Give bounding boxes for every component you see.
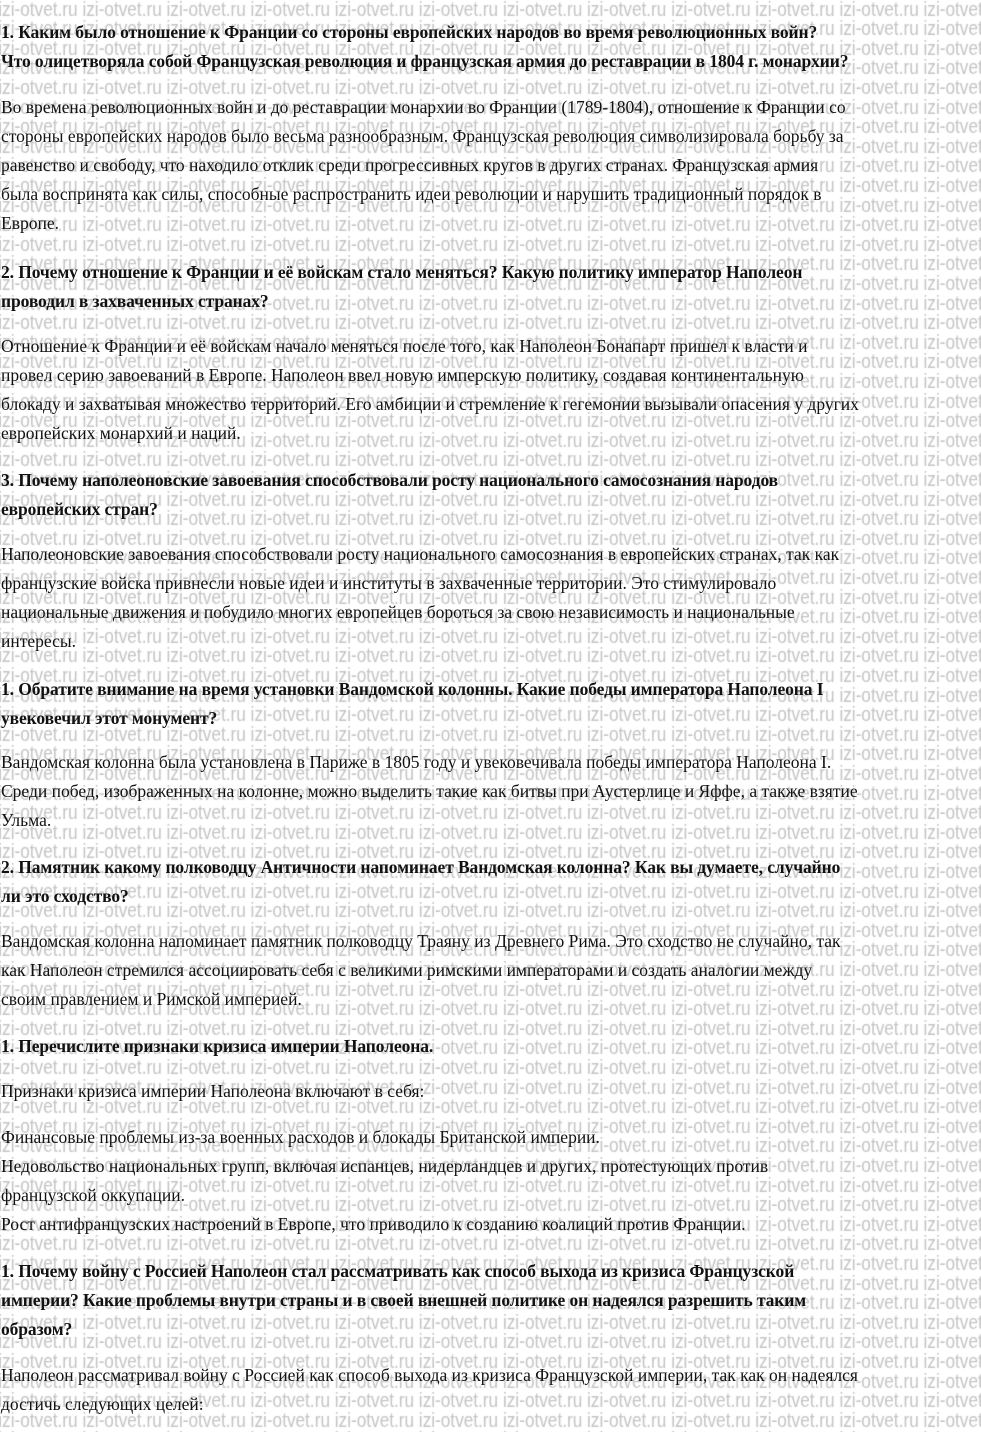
- text-line: Отношение к Франции и её войскам начало меняться после того, как Наполеон Бонапарт пришел к власти и: [1, 336, 808, 356]
- text-line: достичь следующих целей:: [1, 1394, 204, 1414]
- question-heading: [1, 853, 840, 911]
- text-line: стороны европейских народов было весьма разнообразным. Французская революция символизировала борьбу за: [1, 126, 844, 146]
- question-heading: [1, 1257, 806, 1344]
- question-heading: [1, 258, 802, 316]
- text-line: интересы.: [1, 631, 76, 651]
- answer-paragraph: [1, 1123, 768, 1239]
- text-line: Во времена революционных войн и до реставрации монархии во Франции (1789-1804), отношение к Франции со: [1, 97, 846, 117]
- answer-paragraph: [1, 927, 840, 1014]
- text-line: 1. Обратите внимание на время установки Вандомской колонны. Какие победы императора Наполеона I: [1, 679, 824, 699]
- answer-paragraph: [1, 1361, 858, 1419]
- text-line: 3. Почему наполеоновские завоевания способствовали росту национального самосознания народов: [1, 470, 779, 490]
- text-line: своим правлением и Римской империей.: [1, 989, 302, 1009]
- text-line: 1. Почему войну с Россией Наполеон стал рассматривать как способ выхода из кризиса Французской: [1, 1261, 795, 1281]
- question-heading: [1, 466, 778, 524]
- answer-paragraph: [1, 332, 859, 448]
- text-line: равенство и свободу, что находило отклик среди прогрессивных кругов в других странах. Французская армия: [1, 155, 819, 175]
- question-heading: [1, 675, 823, 733]
- text-line: Финансовые проблемы из-за военных расходов и блокады Британской империи.: [1, 1127, 600, 1147]
- text-line: провел серию завоеваний в Европе. Наполеон ввел новую имперскую политику, создавая континентальную: [1, 365, 804, 385]
- text-line: проводил в захваченных странах?: [1, 291, 269, 311]
- text-line: как Наполеон стремился ассоциировать себя с великими римскими императорами и создать аналогии между: [1, 960, 813, 980]
- answer-paragraph: [1, 1077, 424, 1106]
- text-line: была воспринята как силы, способные распространить идеи революции и нарушить традиционный порядок в: [1, 184, 822, 204]
- text-line: Наполеон рассматривал войну с Россией как способ выхода из кризиса Французской империи, так как он надеялся: [1, 1365, 858, 1385]
- text-line: европейских монархий и наций.: [1, 423, 241, 443]
- text-line: Что олицетворяла собой Французская революция и французская армия до реставрации в 1804 г. монархии?: [1, 51, 849, 71]
- answer-paragraph: [1, 748, 858, 835]
- text-line: европейских стран?: [1, 499, 158, 519]
- text-line: 1. Перечислите признаки кризиса империи Наполеона.: [1, 1036, 434, 1056]
- text-line: французской оккупации.: [1, 1185, 185, 1205]
- text-line: Вандомская колонна была установлена в Париже в 1805 году и увековечивала победы императора Наполеона I.: [1, 752, 832, 772]
- text-line: Недовольство национальных групп, включая испанцев, нидерландцев и других, протестующих против: [1, 1156, 769, 1176]
- question-heading: [1, 1032, 433, 1061]
- text-line: ли это сходство?: [1, 886, 129, 906]
- text-line: 2. Памятник какому полководцу Античности напоминает Вандомская колонна? Как вы думаете, случайно: [1, 857, 841, 877]
- text-line: национальные движения и побудило многих европейцев бороться за свою независимость и национальные: [1, 602, 795, 622]
- text-line: Рост антифранцузских настроений в Европе, что приводило к созданию коалиций против Франции.: [1, 1214, 746, 1234]
- text-line: Европе.: [1, 213, 59, 233]
- text-line: французские войска привнесли новые идеи и институты в захваченные территории. Это стимулировало: [1, 573, 777, 593]
- text-line: 1. Каким было отношение к Франции со стороны европейских народов во время революционных войн?: [1, 22, 818, 42]
- text-line: Среди побед, изображенных на колонне, можно выделить такие как битвы при Аустерлице и Яффе, а также взятие: [1, 781, 858, 801]
- text-line: Ульма.: [1, 810, 52, 830]
- answer-paragraph: [1, 540, 839, 656]
- text-line: образом?: [1, 1319, 73, 1339]
- text-line: увековечил этот монумент?: [1, 708, 218, 728]
- text-line: Вандомская колонна напоминает памятник полководцу Траяну из Древнего Рима. Это сходство не случайно, так: [1, 931, 841, 951]
- question-heading: [1, 18, 848, 76]
- text-line: Признаки кризиса империи Наполеона включают в себя:: [1, 1081, 425, 1101]
- text-line: 2. Почему отношение к Франции и её войскам стало меняться? Какую политику император Наполеон: [1, 262, 803, 282]
- text-line: Наполеоновские завоевания способствовали росту национального самосознания в европейских странах, так как: [1, 544, 840, 564]
- text-line: империи? Какие проблемы внутри страны и в своей внешней политике он надеялся разрешить таким: [1, 1290, 807, 1310]
- text-line: блокаду и захватывая множество территорий. Его амбиции и стремление к гегемонии вызывали опасения у других: [1, 394, 859, 414]
- answer-paragraph: [1, 93, 846, 238]
